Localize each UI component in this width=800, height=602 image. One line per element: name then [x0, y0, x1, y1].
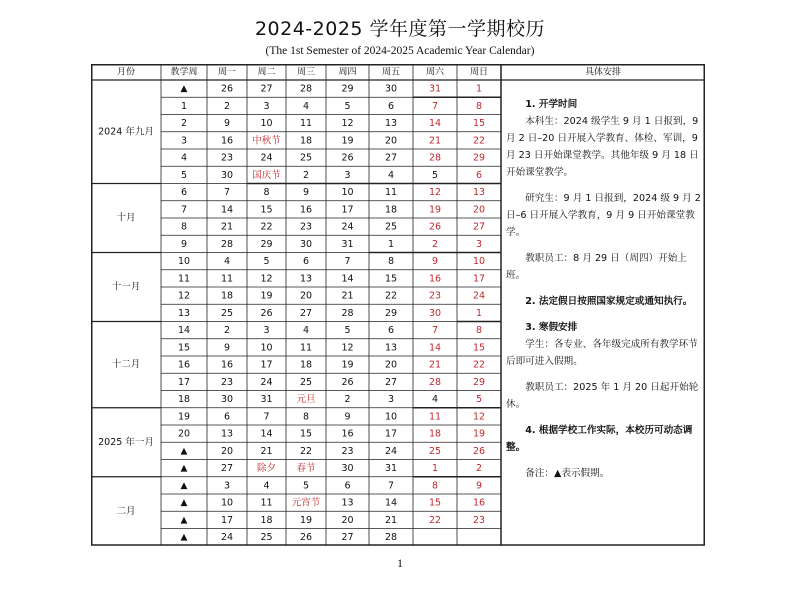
day-number: 9	[344, 411, 351, 423]
day-number: 5	[263, 256, 270, 268]
day-number: 8	[387, 256, 395, 268]
day-number: 14	[220, 204, 234, 216]
column-header: 周三	[296, 67, 316, 78]
holiday-name: 春节	[296, 463, 316, 475]
day-number: 4	[223, 256, 231, 268]
day-number: 16	[299, 204, 313, 216]
day-number: 20	[341, 514, 354, 526]
day-number: 5	[344, 325, 351, 337]
day-number: 3	[475, 238, 483, 250]
day-number: 23	[472, 514, 486, 526]
day-number: 29	[472, 376, 486, 388]
day-number: 21	[220, 221, 234, 233]
holiday-week-marker: ▲	[180, 515, 188, 526]
day-number: 28	[341, 307, 354, 319]
day-number: 10	[260, 342, 273, 354]
day-number: 30	[220, 169, 234, 181]
day-number: 28	[428, 152, 442, 164]
day-number: 11	[428, 411, 442, 423]
day-number: 4	[302, 325, 310, 337]
teaching-week-number: 6	[180, 187, 188, 199]
day-number: 8	[475, 325, 483, 337]
day-number: 13	[472, 187, 486, 199]
day-number: 22	[260, 221, 273, 233]
day-number: 20	[299, 290, 313, 302]
column-header: 周六	[425, 67, 445, 78]
notes-paragraph: 教职员工：2025 年 1 月 20 日起开始轮休。	[506, 382, 699, 410]
day-number: 9	[223, 118, 231, 130]
day-number: 2	[344, 394, 351, 406]
day-number: 20	[220, 445, 234, 457]
day-number: 8	[302, 411, 310, 423]
day-number: 18	[299, 359, 313, 371]
day-number: 22	[472, 135, 486, 147]
teaching-week-number: 4	[180, 152, 188, 164]
column-header: 教学周	[170, 67, 198, 78]
month-label: 2025 年一月	[98, 436, 154, 448]
day-number: 13	[341, 497, 354, 509]
day-number: 14	[384, 497, 398, 509]
holiday-name: 国庆节	[252, 169, 281, 181]
day-number: 9	[431, 256, 439, 268]
day-number: 11	[299, 118, 313, 130]
notes-paragraph: 研究生：9 月 1 日报到，2024 级 9 月 2 日–6 日开展入学教育，9 月 9 日开始课堂教学。	[506, 193, 701, 238]
teaching-week-number: 8	[180, 221, 188, 233]
notes-spacer	[506, 284, 704, 293]
column-header: 具体安排	[584, 67, 622, 78]
day-number: 5	[475, 394, 483, 406]
day-number: 4	[263, 480, 270, 492]
holiday-name: 除夕	[256, 463, 277, 475]
day-number: 1	[475, 83, 483, 95]
day-number: 8	[431, 480, 439, 492]
day-number: 26	[260, 307, 273, 319]
day-number: 31	[428, 83, 442, 95]
day-number: 18	[428, 428, 442, 440]
day-number: 23	[299, 221, 313, 233]
day-number: 7	[431, 100, 439, 112]
day-number: 19	[260, 290, 273, 302]
teaching-week-number: 5	[180, 169, 188, 181]
notes-spacer	[506, 181, 704, 190]
day-number: 13	[384, 118, 398, 130]
day-number: 28	[299, 83, 313, 95]
day-number: 26	[472, 445, 486, 457]
day-number: 23	[341, 445, 354, 457]
month-label: 2024 年九月	[98, 126, 154, 138]
day-number: 8	[263, 187, 270, 199]
notes-spacer	[506, 241, 704, 250]
notes-heading: 2. 法定假日按照国家规定或通知执行。	[525, 296, 693, 307]
day-number: 29	[260, 238, 273, 250]
day-number: 11	[384, 187, 398, 199]
day-number: 25	[299, 376, 313, 388]
holiday-week-marker: ▲	[180, 498, 188, 509]
day-number: 24	[341, 221, 354, 233]
notes-heading: 1. 开学时间	[525, 99, 578, 110]
day-number: 7	[263, 411, 270, 423]
day-number: 18	[220, 290, 234, 302]
holiday-week-marker: ▲	[180, 463, 188, 474]
day-number: 27	[341, 532, 354, 544]
day-number: 13	[220, 428, 234, 440]
day-number: 30	[428, 307, 442, 319]
day-number: 19	[428, 204, 442, 216]
day-number: 3	[344, 169, 351, 181]
day-number: 12	[472, 411, 486, 423]
day-number: 13	[299, 273, 313, 285]
day-number: 6	[344, 480, 351, 492]
column-header: 周五	[381, 67, 401, 78]
day-number: 15	[260, 204, 273, 216]
day-number: 10	[472, 256, 486, 268]
column-header: 周二	[257, 67, 276, 78]
day-number: 26	[428, 221, 442, 233]
day-number: 2	[475, 463, 483, 475]
day-number: 23	[428, 290, 442, 302]
page-subtitle: (The 1st Semester of 2024-2025 Academic Year Calendar)	[265, 45, 535, 57]
notes-paragraph: 学生：各专业、各年级完成所有教学环节后即可进入假期。	[506, 339, 698, 367]
day-number: 7	[223, 187, 231, 199]
day-number: 7	[431, 325, 439, 337]
day-number: 4	[302, 100, 310, 112]
day-number: 26	[220, 83, 234, 95]
day-number: 24	[260, 152, 273, 164]
day-number: 25	[299, 152, 313, 164]
day-number: 5	[302, 480, 310, 492]
notes-spacer	[506, 413, 704, 422]
day-number: 27	[384, 376, 398, 388]
column-header: 周日	[469, 67, 489, 78]
day-number: 24	[384, 445, 398, 457]
day-number: 28	[384, 532, 398, 544]
day-number: 7	[387, 480, 395, 492]
holiday-week-marker: ▲	[180, 84, 188, 95]
day-number: 17	[384, 428, 398, 440]
day-number: 17	[260, 359, 273, 371]
day-number: 22	[384, 290, 398, 302]
day-number: 16	[220, 135, 234, 147]
notes-heading: 3. 寒假安排	[525, 322, 578, 333]
day-number: 27	[260, 83, 273, 95]
day-number: 5	[344, 100, 351, 112]
holiday-name: 元宵节	[291, 497, 321, 509]
teaching-week-number: 16	[177, 359, 191, 371]
column-header: 周四	[338, 67, 357, 78]
day-number: 20	[384, 135, 398, 147]
teaching-week-number: 17	[177, 376, 191, 388]
teaching-week-number: 9	[180, 238, 188, 250]
day-number: 25	[428, 445, 442, 457]
day-number: 21	[260, 445, 273, 457]
day-number: 6	[387, 325, 395, 337]
holiday-week-marker: ▲	[180, 480, 188, 491]
day-number: 9	[223, 342, 231, 354]
day-number: 8	[475, 100, 483, 112]
day-number: 21	[428, 359, 442, 371]
holiday-week-marker: ▲	[180, 446, 188, 457]
arrangement-notes	[506, 96, 704, 482]
day-number: 16	[472, 497, 486, 509]
day-number: 15	[384, 273, 398, 285]
day-number: 14	[260, 428, 273, 440]
day-number: 13	[384, 342, 398, 354]
day-number: 27	[220, 463, 234, 475]
day-number: 19	[299, 514, 313, 526]
day-number: 17	[220, 514, 234, 526]
teaching-week-number: 12	[177, 290, 191, 302]
day-number: 17	[341, 204, 354, 216]
teaching-week-number: 7	[180, 204, 188, 216]
day-number: 21	[428, 135, 442, 147]
day-number: 15	[472, 118, 486, 130]
day-number: 2	[223, 325, 231, 337]
column-header: 月份	[116, 67, 136, 78]
notes-spacer	[506, 370, 704, 379]
day-number: 2	[223, 100, 231, 112]
day-number: 1	[431, 463, 439, 475]
day-number: 3	[263, 325, 270, 337]
day-number: 24	[472, 290, 486, 302]
day-number: 24	[220, 532, 234, 544]
teaching-week-number: 1	[180, 100, 188, 112]
day-number: 15	[428, 497, 442, 509]
day-number: 17	[472, 273, 486, 285]
day-number: 30	[341, 463, 354, 475]
day-number: 14	[428, 342, 442, 354]
notes-spacer	[506, 456, 704, 465]
day-number: 22	[428, 514, 442, 526]
day-number: 9	[475, 480, 483, 492]
day-number: 26	[341, 152, 354, 164]
month-label: 十一月	[111, 281, 141, 293]
notes-paragraph: 备注：▲表示假期。	[525, 468, 610, 479]
teaching-week-number: 18	[177, 394, 191, 406]
day-number: 30	[299, 238, 313, 250]
day-number: 11	[220, 273, 234, 285]
day-number: 31	[341, 238, 354, 250]
day-number: 19	[341, 359, 354, 371]
day-number: 6	[302, 256, 310, 268]
day-number: 6	[387, 100, 395, 112]
day-number: 19	[472, 428, 486, 440]
day-number: 27	[299, 307, 313, 319]
day-number: 10	[260, 118, 273, 130]
day-number: 12	[260, 273, 273, 285]
day-number: 3	[223, 480, 231, 492]
day-number: 26	[341, 376, 354, 388]
day-number: 5	[431, 169, 439, 181]
teaching-week-number: 3	[180, 135, 188, 147]
day-number: 11	[260, 497, 273, 509]
day-number: 3	[263, 100, 270, 112]
holiday-name: 元旦	[296, 394, 316, 406]
teaching-week-number: 15	[177, 342, 191, 354]
day-number: 10	[384, 411, 398, 423]
day-number: 24	[260, 376, 273, 388]
day-number: 30	[384, 83, 398, 95]
day-number: 20	[384, 359, 398, 371]
day-number: 25	[384, 221, 398, 233]
day-number: 29	[341, 83, 354, 95]
day-number: 16	[341, 428, 354, 440]
day-number: 2	[302, 169, 310, 181]
day-number: 1	[387, 238, 395, 250]
holiday-week-marker: ▲	[180, 532, 188, 543]
day-number: 21	[341, 290, 354, 302]
day-number: 18	[299, 135, 313, 147]
teaching-week-number: 20	[177, 428, 191, 440]
notes-paragraph: 教职员工：8 月 29 日（周四）开始上班。	[506, 253, 687, 281]
day-number: 14	[341, 273, 354, 285]
day-number: 1	[475, 307, 483, 319]
day-number: 16	[428, 273, 442, 285]
day-number: 18	[260, 514, 273, 526]
day-number: 15	[299, 428, 313, 440]
day-number: 14	[428, 118, 442, 130]
day-number: 31	[384, 463, 398, 475]
notes-heading: 4. 根据学校工作实际，本校历可动态调整。	[506, 425, 693, 453]
day-number: 27	[384, 152, 398, 164]
day-number: 20	[472, 204, 486, 216]
day-number: 25	[260, 532, 273, 544]
day-number: 16	[220, 359, 234, 371]
notes-paragraph: 本科生：2024 级学生 9 月 1 日报到，9 月 2 日–20 日开展入学教育、体检、军训，9 月 23 日开始课堂教学。其他年级 9 月 18 日开始课堂教学。	[506, 116, 699, 178]
page-title: 2024-2025 学年度第一学期校历	[254, 18, 546, 40]
day-number: 12	[341, 118, 354, 130]
holiday-name: 中秋节	[252, 135, 281, 147]
teaching-week-number: 11	[177, 273, 191, 285]
day-number: 11	[299, 342, 313, 354]
day-number: 6	[223, 411, 231, 423]
day-number: 7	[344, 256, 351, 268]
day-number: 6	[475, 169, 483, 181]
day-number: 10	[341, 187, 354, 199]
day-number: 29	[384, 307, 398, 319]
month-label: 十二月	[111, 359, 141, 371]
day-number: 18	[384, 204, 398, 216]
teaching-week-number: 13	[177, 307, 191, 319]
day-number: 22	[472, 359, 486, 371]
month-label: 二月	[116, 505, 136, 517]
day-number: 28	[428, 376, 442, 388]
day-number: 30	[220, 394, 234, 406]
day-number: 29	[472, 152, 486, 164]
day-number: 12	[341, 342, 354, 354]
day-number: 28	[220, 238, 234, 250]
page-number: 1	[397, 556, 403, 570]
teaching-week-number: 2	[180, 118, 188, 130]
day-number: 4	[387, 169, 395, 181]
day-number: 23	[220, 376, 234, 388]
column-header: 周一	[217, 67, 237, 78]
notes-spacer	[506, 310, 704, 319]
day-number: 23	[220, 152, 234, 164]
day-number: 4	[431, 394, 439, 406]
day-number: 19	[341, 135, 354, 147]
teaching-week-number: 14	[177, 325, 191, 337]
day-number: 9	[302, 187, 310, 199]
day-number: 26	[299, 532, 313, 544]
month-label: 十月	[116, 212, 136, 224]
teaching-week-number: 19	[177, 411, 191, 423]
day-number: 31	[260, 394, 273, 406]
teaching-week-number: 10	[177, 256, 191, 268]
day-number: 12	[428, 187, 442, 199]
day-number: 10	[220, 497, 234, 509]
day-number: 22	[299, 445, 313, 457]
day-number: 27	[472, 221, 486, 233]
day-number: 21	[384, 514, 398, 526]
day-number: 2	[431, 238, 439, 250]
day-number: 3	[387, 394, 395, 406]
day-number: 25	[220, 307, 234, 319]
day-number: 15	[472, 342, 486, 354]
